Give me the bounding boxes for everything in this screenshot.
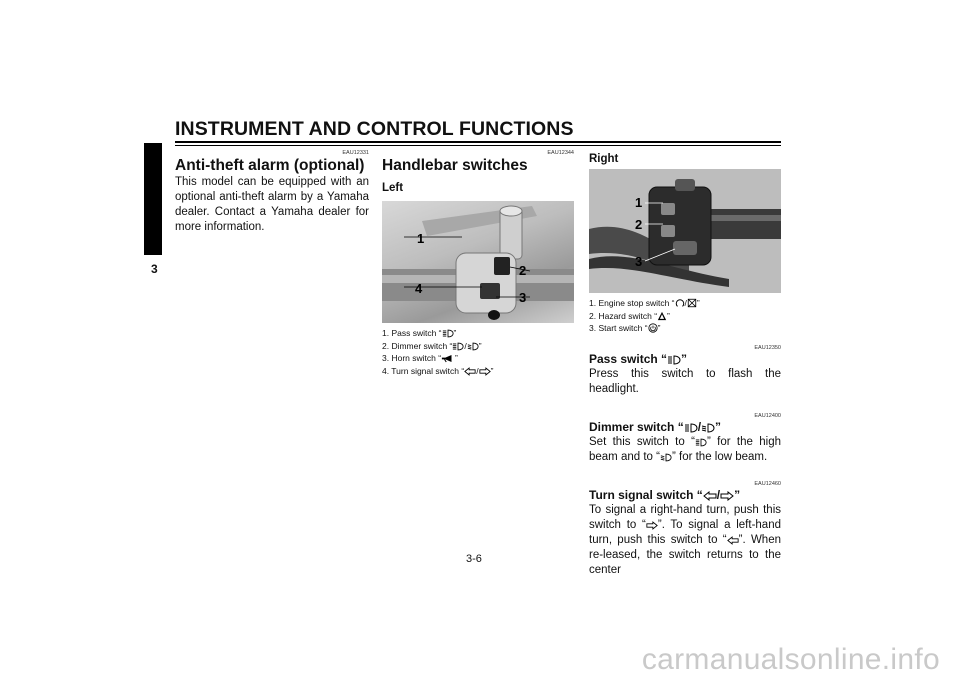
turn-left-icon: [464, 367, 476, 376]
horn-icon: [441, 354, 455, 363]
turn-left-icon: [727, 536, 739, 545]
right-callouts: [589, 297, 781, 335]
high-beam-icon: [452, 342, 464, 351]
high-beam-icon: [667, 355, 681, 365]
list-item: 4. Turn signal switch “ / ”: [382, 365, 494, 376]
section-body: To signal a right-hand turn, push this switch to “ ”. To signal a left-hand turn, push this switch to “ ”. When re-leased, the switch returns to the center: [589, 503, 781, 576]
dimmer-switch-section: [589, 413, 781, 465]
high-beam-icon: [442, 329, 454, 338]
chapter-number: 3: [151, 262, 158, 276]
photo-label: 3: [519, 290, 527, 305]
photo-label: 3: [635, 254, 643, 269]
section-body: Set this switch to “ ” for the high beam and to “ ” for the low beam.: [589, 435, 781, 463]
left-callouts: [382, 327, 574, 377]
watermark: carmanualsonline.info: [641, 643, 940, 676]
engine-stop-icon: [687, 298, 697, 308]
section-heading: Pass switch “ ”: [589, 351, 688, 366]
start-icon: [648, 323, 658, 333]
turn-right-icon: [479, 367, 491, 376]
photo-label: 1: [417, 231, 425, 246]
list-item: 1. Pass switch “ ”: [382, 328, 457, 338]
page-header: [175, 118, 781, 146]
list-item: 2. Hazard switch “ ”: [589, 310, 670, 321]
photo-label: 1: [635, 195, 643, 210]
section-heading: Anti-theft alarm (optional): [175, 157, 365, 174]
page-title: INSTRUMENT AND CONTROL FUNCTIONS: [175, 118, 574, 140]
high-beam-icon: [684, 423, 698, 433]
section-code: EAU12350: [754, 344, 781, 351]
low-beam-icon: [701, 423, 715, 433]
column-handlebar-switches: [382, 150, 574, 377]
section-body: This model can be equipped with an optional anti-theft alarm by a Yamaha dealer. Contact a Yamaha dealer for more information.: [175, 176, 369, 233]
section-code: EAU12400: [754, 412, 781, 419]
list-item: 3. Horn switch “ ”: [382, 353, 458, 363]
list-item: 2. Dimmer switch “ / ”: [382, 340, 482, 351]
list-item: 3. Start switch “ ”: [589, 323, 661, 333]
photo-label: 2: [635, 217, 643, 232]
list-item: 1. Engine stop switch “ / ”: [589, 298, 700, 308]
column-anti-theft: [175, 150, 369, 235]
low-beam-icon: [467, 342, 479, 351]
turn-right-icon: [646, 521, 658, 530]
section-body: Press this switch to flash the headlight.: [589, 367, 781, 395]
column-right-switches: [589, 150, 781, 578]
section-heading: Dimmer switch “ / ”: [589, 419, 722, 434]
turn-signal-section: [589, 481, 781, 578]
pass-switch-section: [589, 345, 781, 397]
photo-label: 2: [519, 263, 527, 278]
hazard-icon: [657, 311, 667, 321]
chapter-tab: [144, 143, 162, 255]
photo-label: 4: [415, 281, 423, 296]
low-beam-icon: [660, 453, 672, 462]
turn-right-icon: [720, 491, 734, 501]
right-switch-photo: [589, 169, 781, 293]
header-rule-thin: [175, 145, 781, 146]
section-heading: Handlebar switches: [382, 157, 528, 174]
section-heading: Turn signal switch “ / ”: [589, 487, 741, 502]
high-beam-icon: [695, 438, 707, 447]
section-code: EAU12331: [342, 150, 369, 156]
header-rule-thick: [175, 141, 781, 143]
left-label: Left: [382, 182, 404, 194]
section-code: EAU12460: [754, 480, 781, 487]
engine-run-icon: [675, 298, 685, 308]
page-number: 3-6: [466, 553, 482, 565]
left-switch-photo: [382, 201, 574, 323]
section-code: EAU12344: [547, 150, 574, 156]
right-label: Right: [589, 153, 619, 165]
turn-left-icon: [703, 491, 717, 501]
